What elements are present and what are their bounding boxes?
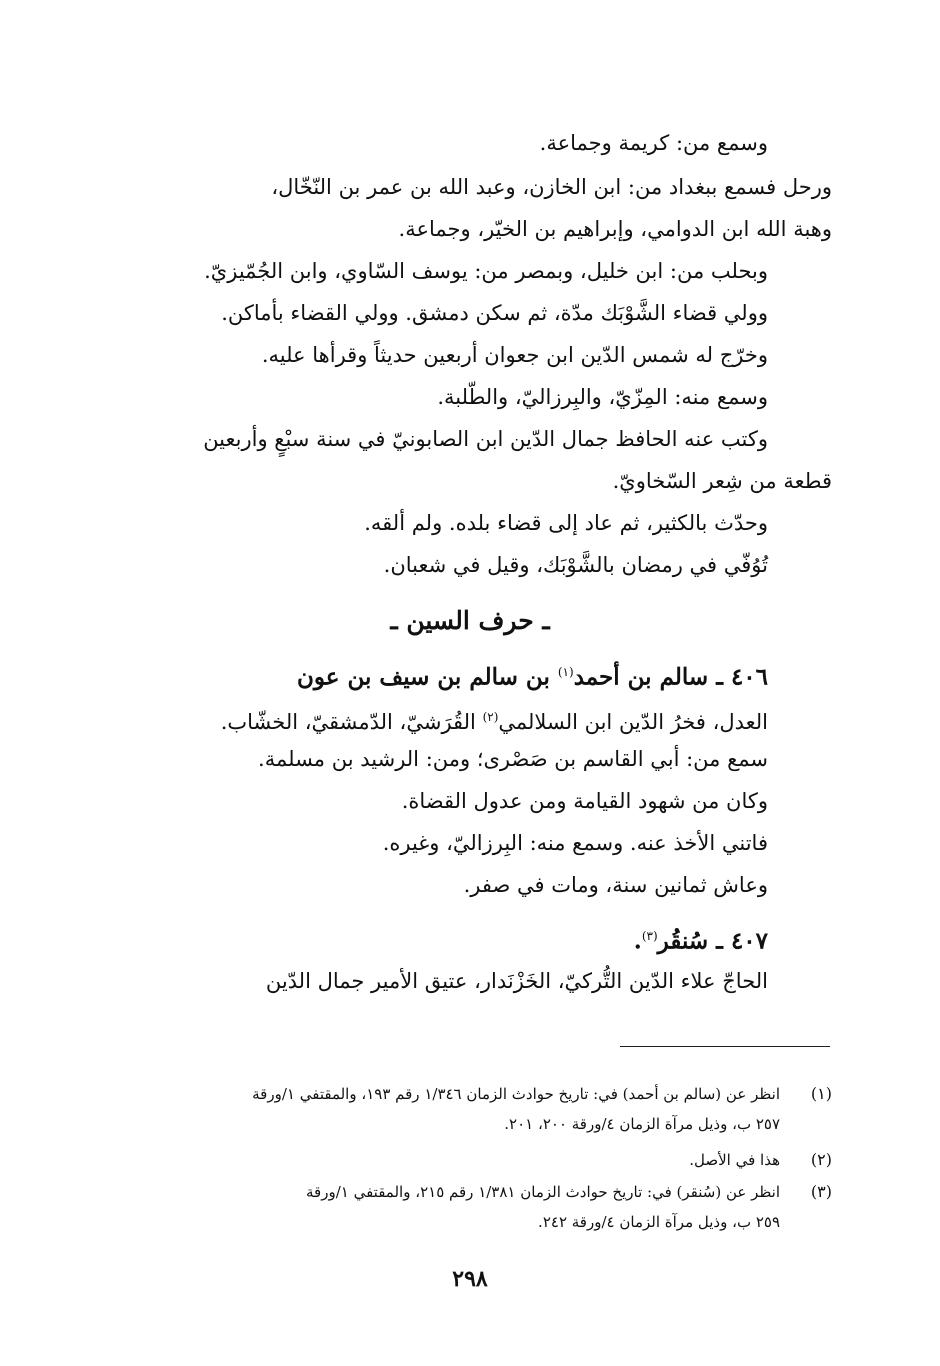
text-line: وهبة الله ابن الدوامي، وإبراهيم بن الخيّر، وجماعة. bbox=[398, 217, 832, 241]
text-line: سمع من: أبي القاسم بن صَصْرى؛ ومن: الرشيد بن مسلمة. bbox=[258, 747, 768, 771]
text-fragment: العدل، فخرُ الدّين ابن السلالمي bbox=[498, 710, 768, 734]
text-line: وكان من شهود القيامة ومن عدول القضاة. bbox=[401, 789, 768, 813]
text-line: قطعة من شِعر السّخاويّ. bbox=[612, 469, 832, 493]
text-line: وكتب عنه الحافظ جمال الدّين ابن الصابونيّ في سنة سبْعٍ وأربعين bbox=[203, 427, 768, 451]
footnote-line: هذا في الأصل. bbox=[689, 1151, 780, 1169]
footnote-number: (٣) bbox=[810, 1182, 832, 1201]
section-heading: ـ حرف السين ـ bbox=[390, 606, 550, 635]
footnote-separator bbox=[620, 1046, 830, 1047]
text-line: وسمع منه: المِزّيّ، والبِرزاليّ، والطّلبة. bbox=[437, 385, 768, 409]
text-line: تُوُفّي في رمضان بالشَّوْبَك، وقيل في شعبان. bbox=[383, 553, 768, 577]
entry-title-407 bbox=[634, 920, 768, 958]
text-line: وحدّث بالكثير، ثم عاد إلى قضاء بلده. ولم ألقه. bbox=[364, 511, 768, 535]
entry-title-part: ٤٠٦ ـ سالم بن أحمد bbox=[573, 663, 768, 691]
footnote-ref: (١) bbox=[557, 665, 574, 679]
text-line bbox=[221, 702, 768, 737]
footnote-line: ٢٥٧ ب، وذيل مرآة الزمان ٤/ورقة ٢٠٠، ٢٠١. bbox=[504, 1115, 780, 1133]
text-line: ورحل فسمع ببغداد من: ابن الخازن، وعبد الله بن عمر بن النّخّال، bbox=[271, 175, 832, 199]
text-line: وبحلب من: ابن خليل، وبمصر من: يوسف السّاوي، وابن الجُمّيزيّ. bbox=[204, 259, 768, 283]
footnote-line: انظر عن (سالم بن أحمد) في: تاريخ حوادث الزمان ١/٣٤٦ رقم ١٩٣، والمقتفي ١/ورقة bbox=[252, 1085, 780, 1103]
text-line: فاتني الأخذ عنه. وسمع منه: البِرزاليّ، وغيره. bbox=[382, 831, 768, 855]
text-line: وخرّج له شمس الدّين ابن جعوان أربعين حديثاً وقرأها عليه. bbox=[261, 343, 768, 367]
footnote-number: (٢) bbox=[810, 1150, 832, 1169]
entry-title-part: بن سالم بن سيف بن عون bbox=[296, 663, 558, 691]
text-line: وولي قضاء الشَّوْبَك مدّة، ثم سكن دمشق. وولي القضاء بأماكن. bbox=[221, 301, 768, 325]
text-line: وسمع من: كريمة وجماعة. bbox=[539, 131, 768, 155]
footnote-number: (١) bbox=[810, 1084, 832, 1103]
text-line: وعاش ثمانين سنة، ومات في صفر. bbox=[463, 873, 768, 897]
footnote-line: ٢٥٩ ب، وذيل مرآة الزمان ٤/ورقة ٢٤٢. bbox=[538, 1213, 780, 1231]
entry-title-part: . bbox=[633, 927, 642, 955]
footnote-ref: (٢) bbox=[482, 710, 499, 724]
footnote-ref: (٣) bbox=[641, 929, 658, 943]
entry-title-part: ٤٠٧ ـ سُنقُر bbox=[657, 927, 768, 955]
text-fragment: القُرَشيّ، الدّمشقيّ، الخشّاب. bbox=[220, 710, 483, 734]
footnote-line: انظر عن (سُنقر) في: تاريخ حوادث الزمان ١/٣٨١ رقم ٢١٥، والمقتفي ١/ورقة bbox=[306, 1183, 780, 1201]
entry-title-406 bbox=[297, 656, 768, 694]
page-number: ٢٩٨ bbox=[452, 1266, 488, 1292]
text-line: الحاجّ علاء الدّين التُّركيّ، الخَزْنَدار، عتيق الأمير جمال الدّين bbox=[265, 969, 768, 993]
